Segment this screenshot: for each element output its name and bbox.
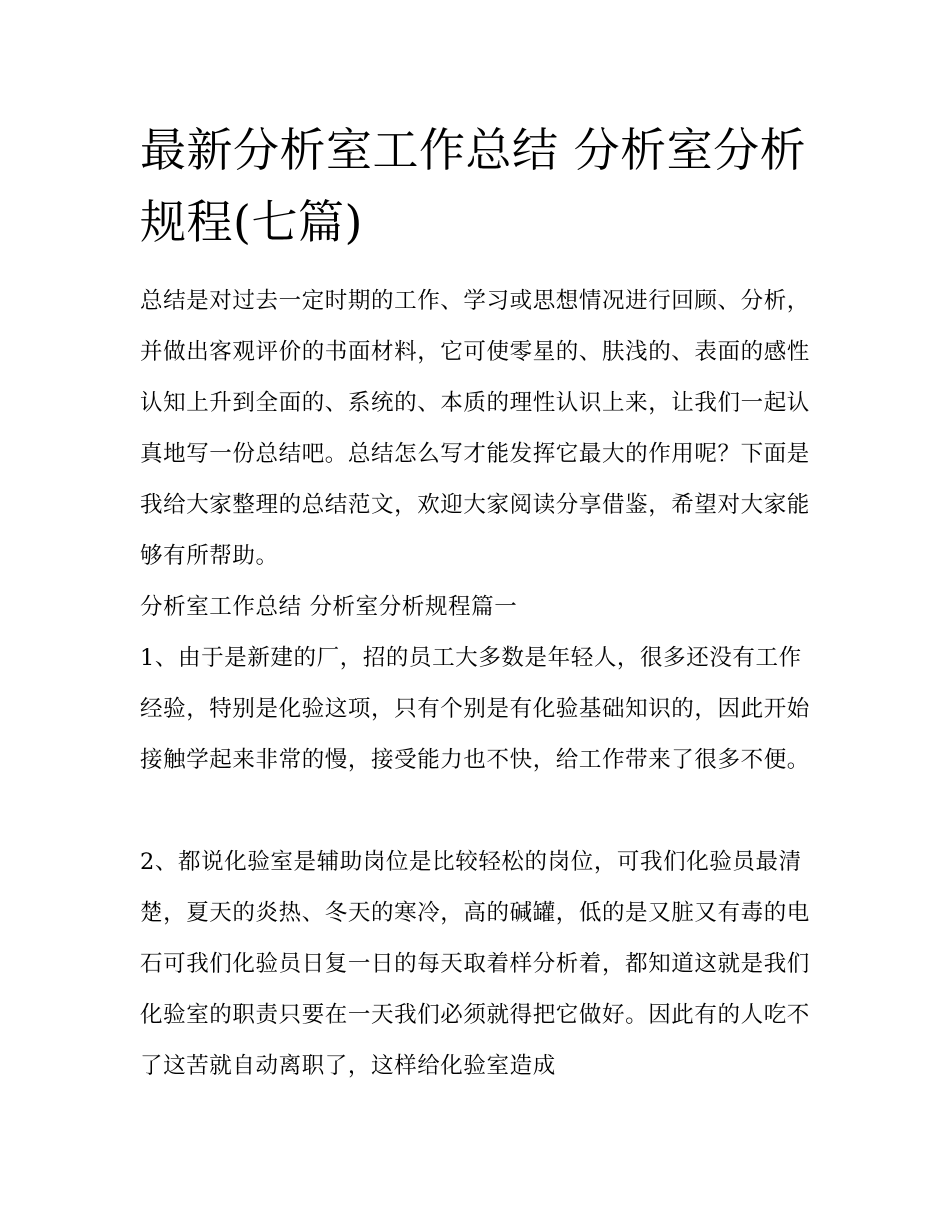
list-item: 2、都说化验室是辅助岗位是比较轻松的岗位，可我们化验员最清楚，夏天的炎热、冬天的寒冷，高的碱罐，低的是又脏又有毒的电石可我们化验员日复一日的每天取着样分析着，都知道这就是我们化验室的职责只要在一天我们必须就得把它做好。因此有的人吃不了这苦就自动离职了，这样给化验室造成 [140,849,810,1079]
document-title: 最新分析室工作总结 分析室分析规程(七篇) [140,123,807,249]
section-heading: 分析室工作总结 分析室分析规程篇一 [140,594,518,620]
intro-paragraph: 总结是对过去一定时期的工作、学习或思想情况进行回顾、分析，并做出客观评价的书面材料，它可使零星的、肤浅的、表面的感性认知上升到全面的、系统的、本质的理性认识上来，让我们一起认真地写一份总结吧。总结怎么写才能发挥它最大的作用呢？下面是我给大家整理的总结范文，欢迎大家阅读分享借鉴，希望对大家能够有所帮助。 [140,288,810,569]
list-item: 1、由于是新建的厂，招的员工大多数是年轻人，很多还没有工作经验，特别是化验这项，只有个别是有化验基础知识的，因此开始接触学起来非常的慢，接受能力也不快，给工作带来了很多不便。 [140,645,810,773]
